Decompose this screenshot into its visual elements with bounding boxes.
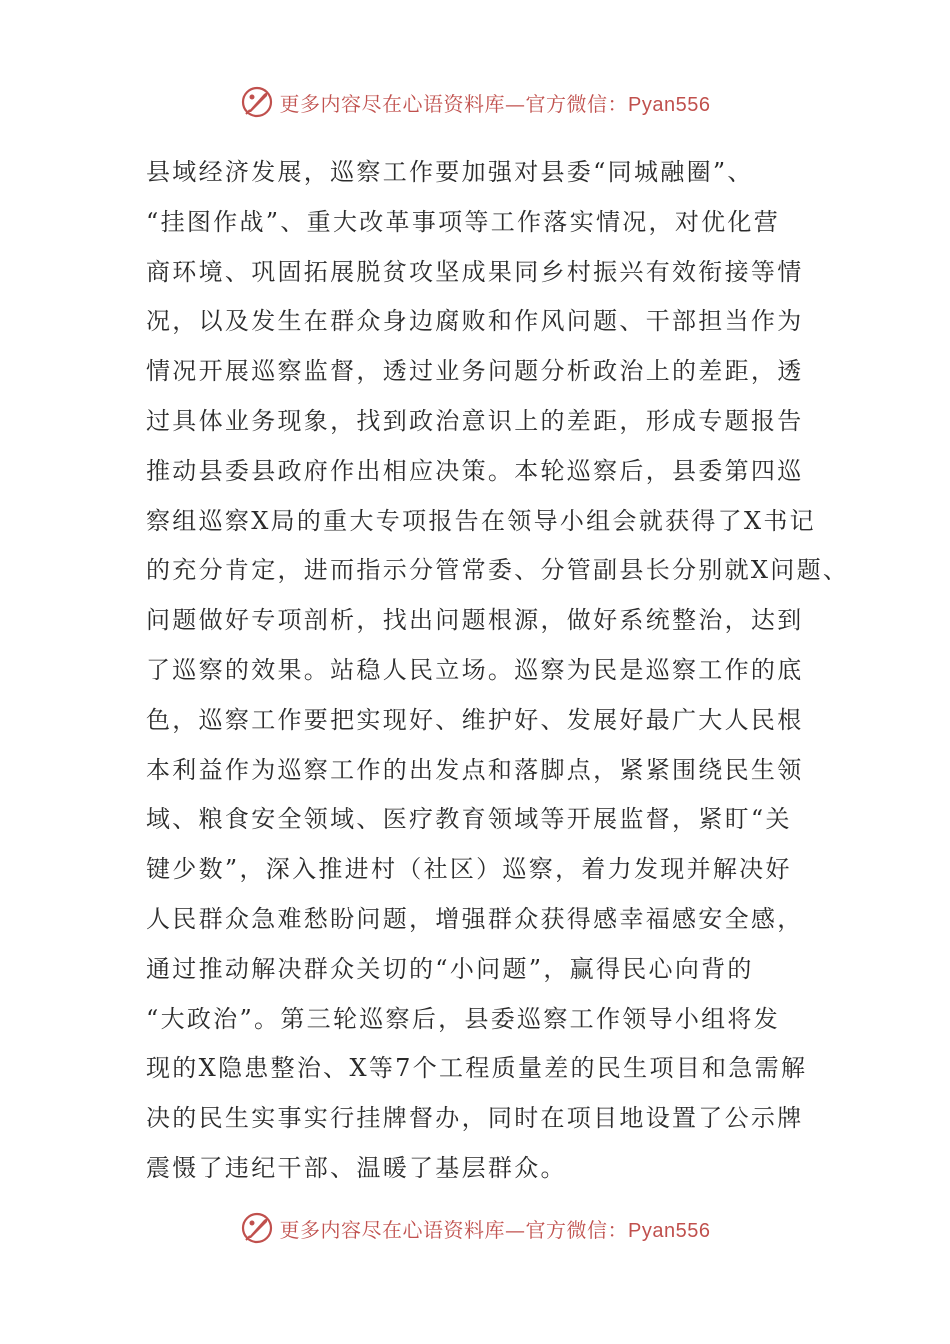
- body-line: 震慑了违纪干部、温暖了基层群众。: [146, 1153, 567, 1182]
- document-body: [146, 148, 850, 1194]
- body-line: 的充分肯定，进而指示分管常委、分管副县长分别就X问题、: [146, 556, 850, 585]
- body-line: 推动县委县政府作出相应决策。本轮巡察后，县委第四巡: [146, 456, 804, 485]
- body-line: 情况开展巡察监督，透过业务问题分析政治上的差距，透: [146, 357, 804, 386]
- header-wechat-id: Pyan556: [628, 93, 711, 116]
- body-line: 过具体业务现象，找到政治意识上的差距，形成专题报告: [146, 406, 804, 435]
- header-text: [280, 88, 711, 117]
- body-line: “大政治”。第三轮巡察后，县委巡察工作领导小组将发: [146, 1004, 781, 1033]
- body-line: 现的X隐患整治、X等7个工程质量差的民生项目和急需解: [146, 1054, 808, 1083]
- body-line: 况，以及发生在群众身边腐败和作风问题、干部担当作为: [146, 307, 804, 336]
- footer-label: 更多内容尽在心语资料库—官方微信：: [279, 1217, 629, 1242]
- header-banner: [0, 82, 950, 122]
- footer-text: [280, 1214, 711, 1243]
- body-line: 决的民生实事实行挂牌督办，同时在项目地设置了公示牌: [146, 1104, 804, 1133]
- body-line: 商环境、巩固拓展脱贫攻坚成果同乡村振兴有效衔接等情: [146, 257, 804, 286]
- footer-wechat-id: Pyan556: [628, 1219, 711, 1242]
- body-line: 本利益作为巡察工作的出发点和落脚点，紧紧围绕民生领: [146, 755, 804, 784]
- body-line: “挂图作战”、重大改革事项等工作落实情况，对优化营: [146, 207, 781, 236]
- body-line: 察组巡察X局的重大专项报告在领导小组会就获得了X书记: [146, 506, 816, 535]
- footer-banner: [0, 1208, 950, 1248]
- body-line: 了巡察的效果。站稳人民立场。巡察为民是巡察工作的底: [146, 655, 804, 684]
- body-line: 键少数”，深入推进村（社区）巡察，着力发现并解决好: [146, 855, 792, 884]
- quill-pen-logo-icon: [240, 85, 274, 119]
- header-label: 更多内容尽在心语资料库—官方微信：: [279, 91, 629, 116]
- quill-pen-logo-icon: [240, 1211, 274, 1245]
- body-line: 县域经济发展，巡察工作要加强对县委“同城融圈”、: [146, 158, 754, 186]
- body-line: 域、粮食安全领域、医疗教育领域等开展监督，紧盯“关: [146, 805, 792, 834]
- body-line: 色，巡察工作要把实现好、维护好、发展好最广大人民根: [146, 705, 804, 734]
- body-line: 通过推动解决群众关切的“小问题”，赢得民心向背的: [146, 954, 754, 983]
- body-line: 人民群众急难愁盼问题，增强群众获得感幸福感安全感，: [146, 904, 804, 933]
- body-line: 问题做好专项剖析，找出问题根源，做好系统整治，达到: [146, 606, 804, 635]
